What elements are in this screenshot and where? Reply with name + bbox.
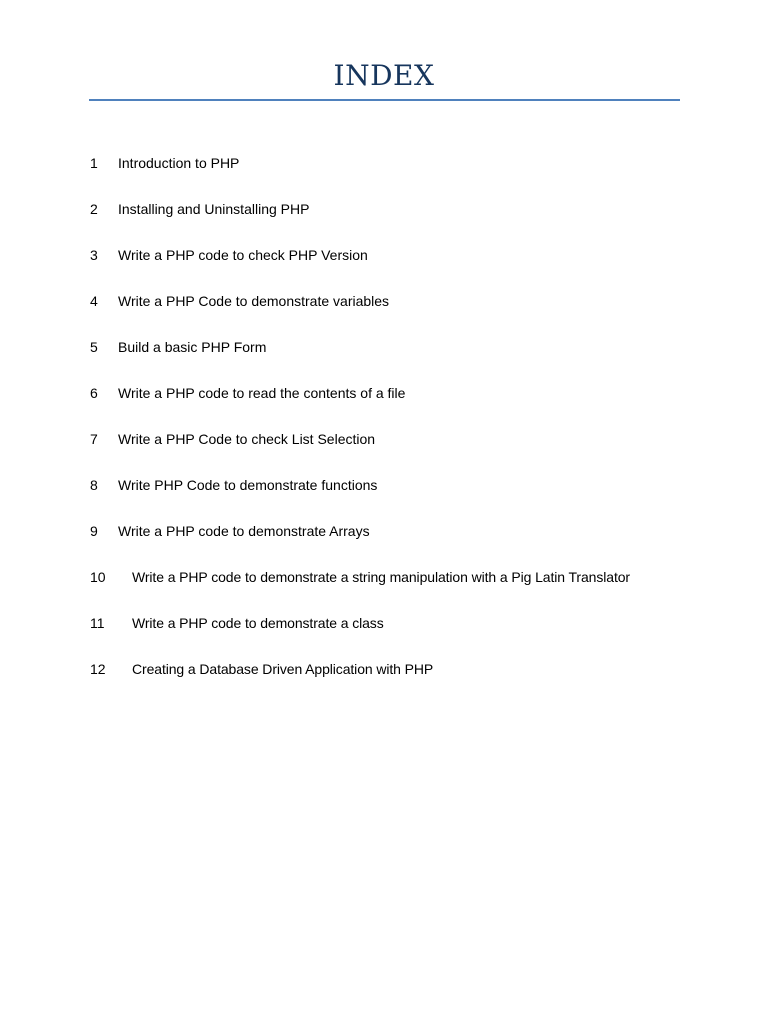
title-underline	[89, 99, 680, 101]
index-item-label: Introduction to PHP	[118, 155, 240, 171]
index-item-number: 12	[90, 661, 106, 677]
index-item-label: Write a PHP code to demonstrate a string manipulation with a Pig Latin Translator	[132, 569, 630, 585]
index-item-label: Creating a Database Driven Application with PHP	[132, 661, 434, 677]
index-item	[90, 382, 700, 428]
index-item-number: 10	[90, 569, 106, 585]
index-item	[90, 520, 700, 566]
index-item	[90, 290, 700, 336]
index-item	[90, 612, 700, 658]
index-item-label: Write PHP Code to demonstrate functions	[118, 477, 378, 493]
index-item	[90, 244, 700, 290]
index-item	[90, 474, 700, 520]
index-item-label: Write a PHP code to demonstrate Arrays	[118, 523, 370, 539]
index-item	[90, 566, 700, 612]
index-item	[90, 428, 700, 474]
index-item-label: Write a PHP code to check PHP Version	[118, 247, 368, 263]
index-item-number: 3	[90, 247, 98, 263]
index-item-label: Build a basic PHP Form	[118, 339, 267, 355]
index-item-number: 9	[90, 523, 98, 539]
index-item	[90, 152, 700, 198]
index-list	[90, 152, 700, 704]
index-item-label: Write a PHP Code to demonstrate variables	[118, 293, 390, 309]
index-item	[90, 198, 700, 244]
index-item	[90, 658, 700, 704]
index-item-label: Write a PHP code to read the contents of a file	[118, 385, 406, 401]
page-title: INDEX	[333, 59, 435, 92]
index-item-label: Write a PHP code to demonstrate a class	[132, 615, 384, 631]
index-item-number: 4	[90, 293, 98, 309]
index-item-number: 6	[90, 385, 98, 401]
index-item-label: Write a PHP Code to check List Selection	[118, 431, 376, 447]
index-item-number: 8	[90, 477, 98, 493]
index-item	[90, 336, 700, 382]
index-item-number: 7	[90, 431, 98, 447]
index-item-number: 1	[90, 155, 98, 171]
index-item-label: Installing and Uninstalling PHP	[118, 201, 310, 217]
index-item-number: 11	[90, 615, 105, 631]
index-item-number: 2	[90, 201, 98, 217]
index-item-number: 5	[90, 339, 98, 355]
